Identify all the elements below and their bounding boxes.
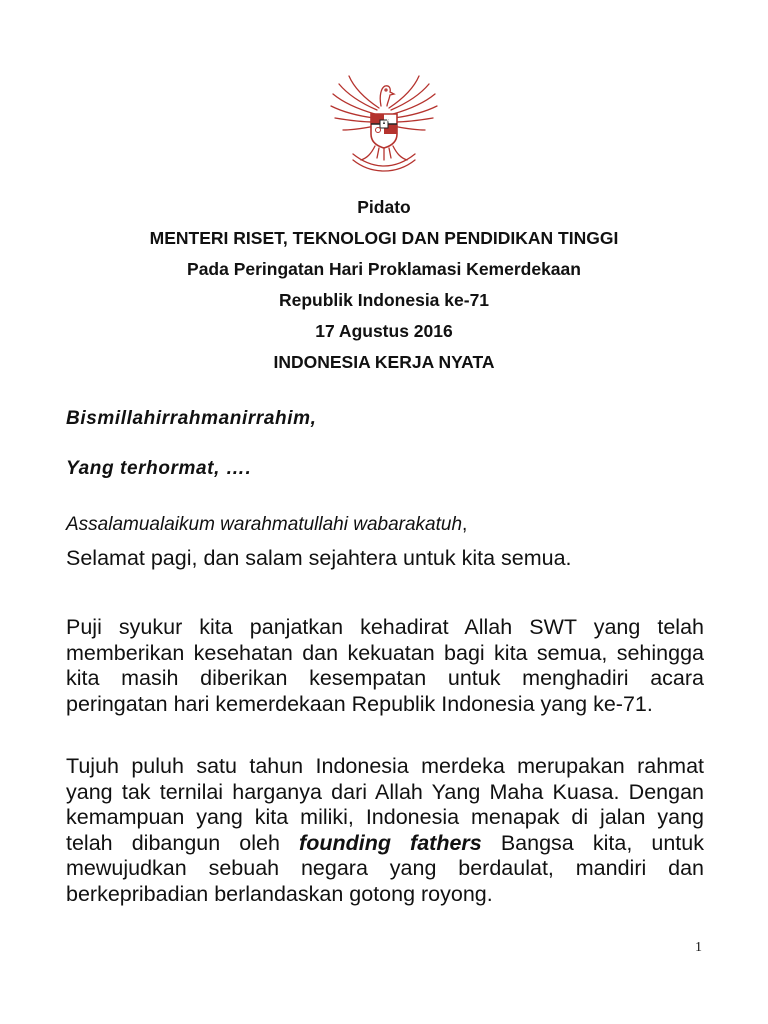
paragraph-1: Puji syukur kita panjatkan kehadirat Allah SWT yang telah memberikan kesehatan dan kekuatan bagi kita semua, sehingga kita masih diberikan kesempatan untuk menghadiri acara peringatan hari kemerdekaan Republik Indonesia yang ke-71.: [66, 615, 704, 716]
speech-heading: [64, 192, 704, 378]
paragraph-2: [66, 754, 704, 907]
assalam-line: [66, 514, 467, 536]
page-number: 1: [695, 940, 702, 955]
garuda-emblem-icon: [327, 70, 441, 172]
selamat-line: Selamat pagi, dan salam sejahtera untuk kita semua.: [66, 546, 572, 570]
paragraph-2-start: Tujuh puluh satu tahun Indonesia merdeka merupakan rahmat yang tak ternilai harganya dari Allah Yang Maha Kuasa. Dengan kemampuan yang kita miliki, Indonesia menapak di jalan yang telah dibangun oleh: [66, 754, 704, 855]
heading-minister: MENTERI RISET, TEKNOLOGI DAN PENDIDIKAN TINGGI: [149, 228, 619, 248]
addressee-line: Yang terhormat, ….: [66, 458, 252, 479]
heading-theme: INDONESIA KERJA NYATA: [273, 352, 495, 372]
heading-occasion: Pada Peringatan Hari Proklamasi Kemerdekaan: [187, 259, 581, 279]
heading-pidato: Pidato: [357, 197, 411, 217]
assalam-comma: ,: [462, 514, 468, 535]
founding-fathers-emphasis: founding fathers: [299, 830, 482, 855]
paragraph-2-end: Bangsa kita, untuk mewujudkan sebuah negara yang berdaulat, mandiri dan berkepribadian berlandaskan gotong royong.: [66, 830, 704, 906]
assalam-text: Assalamualaikum warahmatullahi wabarakatuh: [66, 514, 463, 535]
heading-republic: Republik Indonesia ke-71: [278, 290, 490, 310]
opening-salutation: Bismillahirrahmanirrahim,: [66, 408, 317, 429]
heading-date: 17 Agustus 2016: [315, 321, 453, 341]
